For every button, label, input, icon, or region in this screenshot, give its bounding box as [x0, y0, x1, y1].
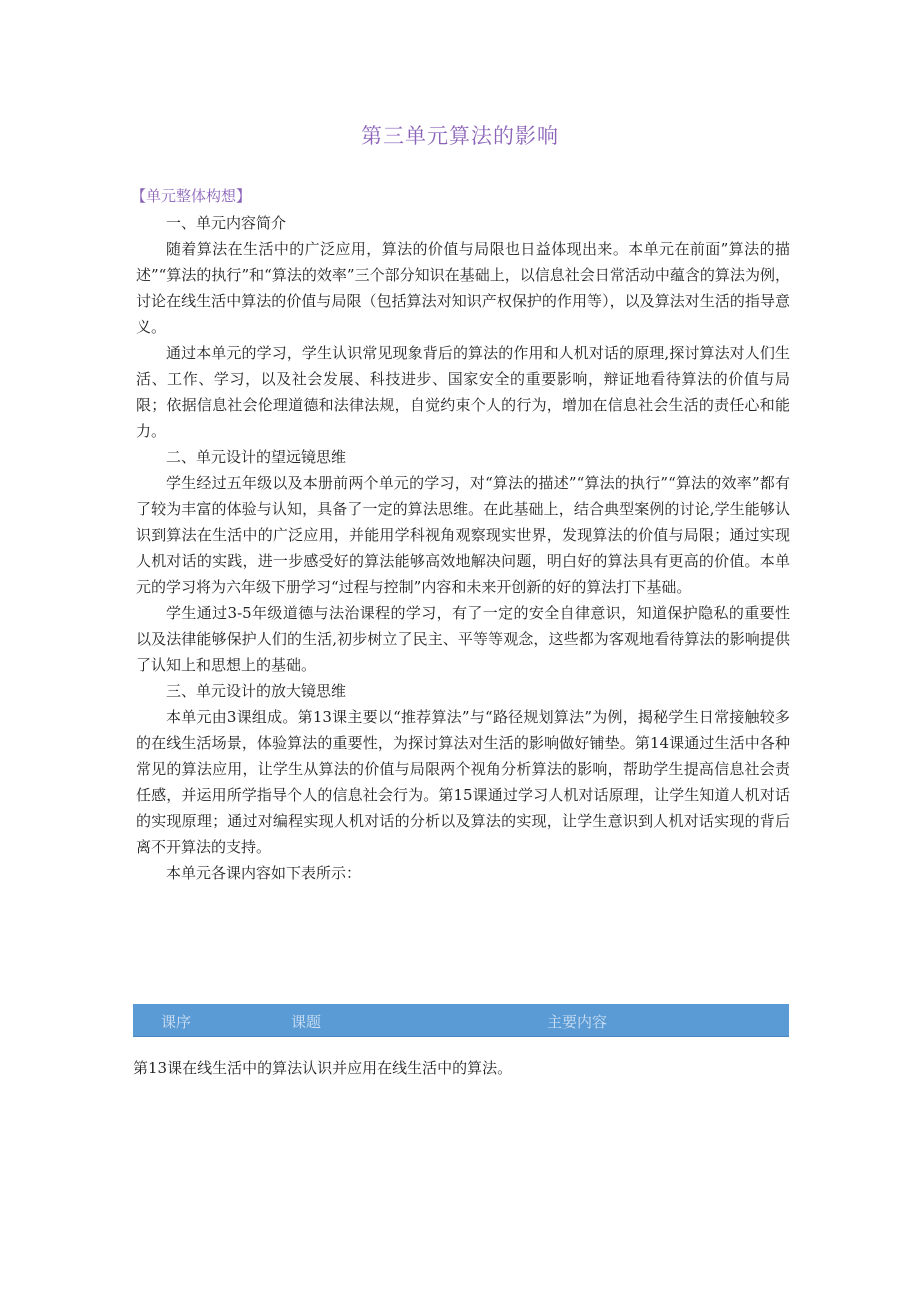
heading-intro: 一、单元内容简介: [166, 214, 287, 232]
paragraph: 学生经过五年级以及本册前两个单元的学习，对“算法的描述”“算法的执行”“算法的效率”都有了较为丰富的体验与认知，具备了一定的算法思维。在此基础上，结合典型案例的讨论,学生能够认识到算法在生活中的广泛应用，并能用学科视角观察现实世界，发现算法的价值与局限；通过实现人机对话的实践，进一步感受好的算法能够高效地解决问题，明白好的算法具有更高的价值。本单元的学习将为六年级下册学习“过程与控制”内容和未来开创新的好的算法打下基础。: [136, 474, 790, 596]
paragraph: 学生通过3-5年级道德与法治课程的学习，有了一定的安全自律意识，知道保护隐私的重要性以及法律能够保护人们的生活,初步树立了民主、平等等观念，这些都为客观地看待算法的影响提供了认知上和思想上的基础。: [136, 604, 790, 674]
paragraph: 本单元由3课组成。第13课主要以“推荐算法”与“路径规划算法”为例，揭秘学生日常接触较多的在线生活场景，体验算法的重要性，为探讨算法对生活的影响做好铺垫。第14课通过生活中各种常见的算法应用，让学生从算法的价值与局限两个视角分析算法的影响，帮助学生提高信息社会责任感，并运用所学指导个人的信息社会行为。第15课通过学习人机对话原理，让学生知道人机对话的实现原理；通过对编程实现人机对话的分析以及算法的实现，让学生意识到人机对话实现的背后离不开算法的支持。: [136, 708, 790, 856]
table-header-cell: 课序: [161, 1013, 192, 1031]
paragraph: 本单元各课内容如下表所示：: [166, 864, 362, 882]
table-header-cell: 课题: [291, 1013, 322, 1031]
table-header-cell: 主要内容: [547, 1013, 608, 1031]
heading-telescope: 二、单元设计的望远镜思维: [166, 448, 347, 466]
paragraph: 通过本单元的学习，学生认识常见现象背后的算法的作用和人机对话的原理,探讨算法对人们生活、工作、学习，以及社会发展、科技进步、国家安全的重要影响，辩证地看待算法的价值与局限；依据信息社会伦理道德和法律法规，自觉约束个人的行为，增加在信息社会生活的责任心和能力。: [136, 344, 790, 440]
paragraph: 随着算法在生活中的广泛应用，算法的价值与局限也日益体现出来。本单元在前面”算法的描述”“算法的执行”和“算法的效率”三个部分知识在基础上，以信息社会日常活动中蕴含的算法为例，讨论在线生活中算法的价值与局限（包括算法对知识产权保护的作用等），以及算法对生活的指导意义。: [136, 240, 790, 336]
table-header: [133, 1004, 789, 1037]
table-row-text: 第13课在线生活中的算法认识并应用在线生活中的算法。: [133, 1059, 513, 1077]
heading-magnifier: 三、单元设计的放大镜思维: [166, 682, 347, 700]
page-title: 第三单元算法的影响: [361, 124, 559, 148]
section-tag: 【单元整体构想】: [131, 187, 252, 205]
body-text: [136, 210, 790, 886]
